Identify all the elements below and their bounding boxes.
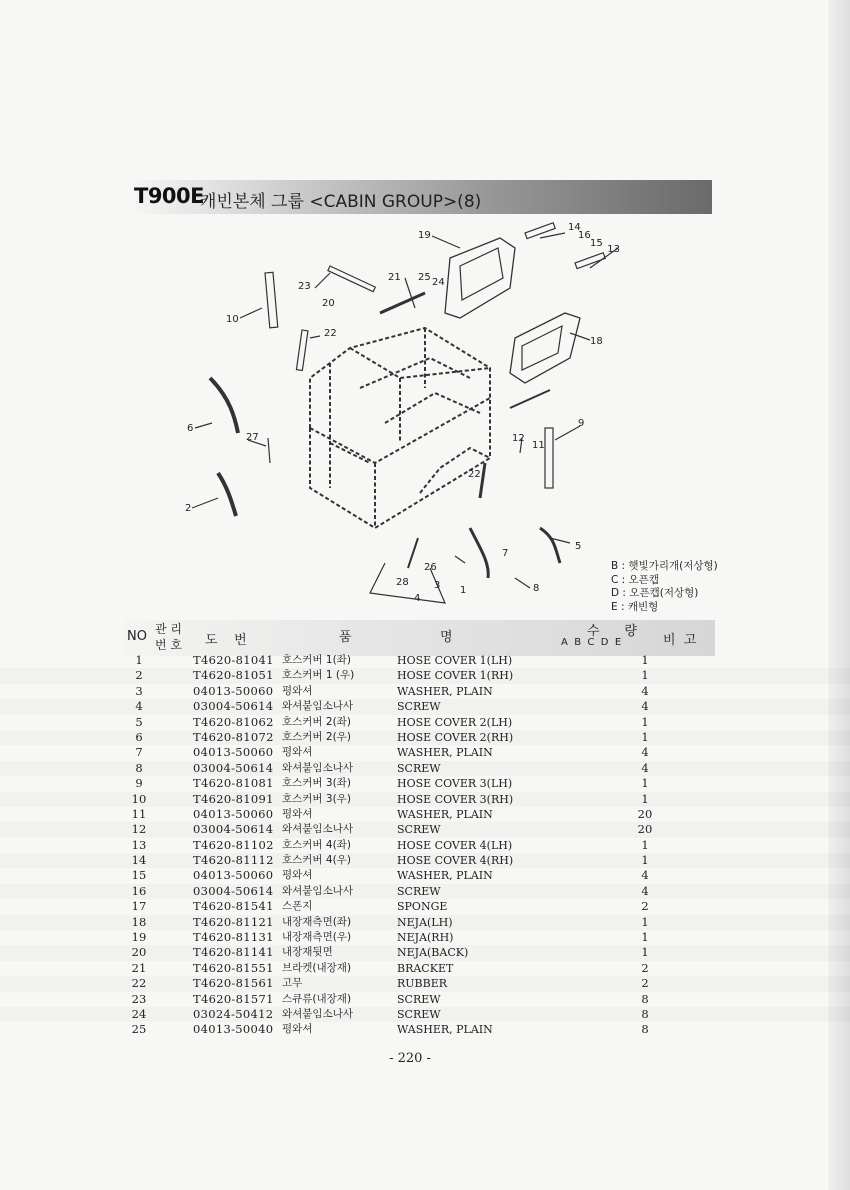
row-part-number: T4620-81102 — [193, 837, 274, 852]
row-name-kr: 내장재뒷면 — [282, 946, 333, 959]
row-name-kr: 브라켓(내장재) — [282, 961, 352, 974]
row-qty: 1 — [641, 791, 649, 806]
row-qty: 4 — [641, 699, 649, 714]
row-name-kr: 내장재측면(우) — [282, 931, 352, 944]
row-no: 13 — [131, 837, 147, 852]
table-row — [0, 1022, 850, 1037]
row-name-en: HOSE COVER 1(RH) — [397, 669, 514, 683]
row-no: 3 — [135, 683, 143, 698]
header-remarks: 비 고 — [663, 633, 697, 648]
legend-b: B : 햇빛가리개(저상형) — [611, 560, 718, 572]
table-row — [0, 992, 850, 1007]
row-qty: 1 — [641, 653, 649, 667]
row-part-number: 04013-50060 — [193, 868, 274, 883]
row-name-en: NEJA(LH) — [397, 915, 453, 929]
row-name-en: SCREW — [397, 823, 441, 837]
row-name-en: HOSE COVER 3(LH) — [397, 777, 513, 791]
table-row — [0, 730, 850, 745]
row-no: 24 — [131, 1006, 147, 1021]
row-no: 18 — [131, 914, 147, 929]
table-row — [0, 699, 850, 714]
row-qty: 1 — [641, 930, 649, 945]
callout-label: 21 — [388, 272, 401, 283]
row-part-number: T4620-81081 — [193, 776, 274, 791]
row-qty: 4 — [641, 883, 649, 898]
row-qty: 8 — [641, 1022, 649, 1037]
callout-label: 8 — [533, 583, 540, 594]
legend-d: D : 오픈캡(저상형) — [611, 587, 699, 599]
header-qty: 수 량 — [587, 624, 637, 639]
row-part-number: 04013-50060 — [193, 745, 274, 760]
table-row — [0, 668, 850, 683]
callout-label: 13 — [607, 244, 620, 255]
row-name-kr: 스폰지 — [282, 900, 313, 913]
parts-table-body — [0, 653, 850, 1038]
row-no: 9 — [135, 776, 143, 791]
table-row — [0, 961, 850, 976]
row-qty: 8 — [641, 1006, 649, 1021]
callout-label: 19 — [418, 230, 431, 241]
row-name-kr: 호스커버 3(좌) — [282, 777, 351, 790]
row-name-kr: 와셔붙임소나사 — [282, 823, 354, 836]
row-qty: 1 — [641, 853, 649, 868]
row-no: 2 — [135, 668, 143, 683]
table-row — [0, 715, 850, 730]
row-part-number: 04013-50040 — [193, 1022, 274, 1037]
row-name-en: NEJA(BACK) — [397, 946, 469, 960]
header-qty-cols: A B C D E — [561, 637, 622, 648]
table-row — [0, 684, 850, 699]
table-row — [0, 822, 850, 837]
callout-label: 25 — [418, 272, 431, 283]
table-row — [0, 899, 850, 914]
table-row — [0, 1007, 850, 1022]
callout-label: 7 — [502, 548, 509, 559]
row-part-number: T4620-81141 — [193, 945, 274, 960]
table-row — [0, 745, 850, 760]
legend-c: C : 오픈캡 — [611, 573, 659, 586]
row-name-kr: 호스커버 1(좌) — [282, 654, 351, 666]
callout-label: 23 — [298, 281, 311, 292]
row-part-number: T4620-81112 — [193, 853, 274, 868]
callout-label: 14 — [568, 222, 581, 233]
callout-label: 27 — [246, 432, 259, 443]
row-name-en: SPONGE — [397, 900, 448, 914]
row-qty: 2 — [641, 976, 649, 991]
row-name-en: HOSE COVER 1(LH) — [397, 654, 513, 667]
table-row — [0, 868, 850, 883]
callout-label: 18 — [590, 336, 603, 347]
table-row — [0, 807, 850, 822]
table-row — [0, 792, 850, 807]
row-part-number: 03024-50412 — [193, 1006, 274, 1021]
row-no: 7 — [135, 745, 143, 760]
row-name-kr: 고무 — [282, 977, 303, 990]
row-name-en: WASHER, PLAIN — [397, 746, 493, 760]
row-no: 6 — [135, 729, 143, 744]
row-name-kr: 와셔붙임소나사 — [282, 884, 354, 897]
row-name-kr: 와셔붙임소나사 — [282, 761, 354, 774]
table-row — [0, 945, 850, 960]
row-qty: 1 — [641, 945, 649, 960]
table-row — [0, 776, 850, 791]
row-qty: 20 — [637, 822, 653, 837]
row-name-en: WASHER, PLAIN — [397, 684, 493, 698]
row-name-en: HOSE COVER 2(LH) — [397, 715, 513, 729]
row-no: 20 — [131, 945, 147, 960]
row-part-number: T4620-81041 — [193, 653, 274, 667]
row-qty: 1 — [641, 914, 649, 929]
row-name-en: HOSE COVER 3(RH) — [397, 792, 514, 806]
callout-label: 22 — [324, 328, 337, 339]
row-no: 21 — [131, 960, 147, 975]
table-row — [0, 930, 850, 945]
row-qty: 1 — [641, 714, 649, 729]
row-name-kr: 평와셔 — [282, 869, 313, 882]
row-name-kr: 호스커버 4(좌) — [282, 838, 351, 851]
callout-label: 24 — [432, 277, 445, 288]
row-name-en: SCREW — [397, 1007, 441, 1021]
row-name-en: WASHER, PLAIN — [397, 807, 493, 821]
callout-label: 5 — [575, 541, 582, 552]
row-qty: 1 — [641, 776, 649, 791]
legend — [611, 560, 718, 614]
legend-e: E : 캐빈형 — [611, 600, 659, 613]
header-name-kr: 품 — [339, 630, 352, 645]
callout-label: 10 — [226, 314, 239, 325]
row-qty: 2 — [641, 960, 649, 975]
row-qty: 1 — [641, 729, 649, 744]
row-name-kr: 와셔붙임소나사 — [282, 700, 354, 713]
row-name-en: SCREW — [397, 700, 441, 714]
row-no: 1 — [135, 653, 143, 667]
callout-label: 15 — [590, 238, 603, 249]
table-row — [0, 976, 850, 991]
row-part-number: 03004-50614 — [193, 699, 274, 714]
row-name-kr: 평와셔 — [282, 807, 313, 820]
row-no: 16 — [131, 883, 147, 898]
row-no: 23 — [131, 991, 147, 1006]
table-row — [0, 915, 850, 930]
callout-label: 16 — [578, 230, 591, 241]
row-name-kr: 호스커버 3(우) — [282, 792, 351, 805]
row-part-number: T4620-81051 — [193, 668, 274, 683]
callout-label: 3 — [434, 580, 441, 591]
table-row — [0, 838, 850, 853]
table-row — [0, 884, 850, 899]
header-mgmt-bottom: 번 호 — [155, 638, 182, 652]
row-name-kr: 내장재측면(좌) — [282, 915, 352, 928]
row-name-en: HOSE COVER 4(RH) — [397, 854, 514, 868]
cabin-exploded-diagram — [170, 218, 620, 618]
callout-label: 2 — [185, 503, 192, 514]
callout-label: 1 — [460, 585, 467, 596]
table-row — [0, 761, 850, 776]
row-no: 11 — [131, 806, 147, 821]
table-header — [125, 620, 715, 656]
row-name-kr: 호스커버 1 (우) — [282, 669, 355, 682]
row-qty: 1 — [641, 668, 649, 683]
row-qty: 4 — [641, 868, 649, 883]
row-name-en: SCREW — [397, 884, 441, 898]
row-name-kr: 호스커버 2(좌) — [282, 715, 351, 728]
row-name-kr: 호스커버 2(우) — [282, 730, 351, 743]
row-part-number: T4620-81062 — [193, 714, 274, 729]
row-name-kr: 와셔붙임소나사 — [282, 1007, 354, 1020]
header-drawing: 도 번 — [205, 633, 247, 648]
row-name-en: RUBBER — [397, 977, 448, 991]
row-name-en: HOSE COVER 2(RH) — [397, 730, 514, 744]
row-no: 19 — [131, 930, 147, 945]
row-name-en: BRACKET — [397, 961, 454, 975]
row-name-en: HOSE COVER 4(LH) — [397, 838, 513, 852]
row-part-number: 04013-50060 — [193, 806, 274, 821]
row-name-en: SCREW — [397, 992, 441, 1006]
row-part-number: T4620-81121 — [193, 914, 274, 929]
row-no: 10 — [131, 791, 147, 806]
table-row — [0, 653, 850, 668]
row-no: 15 — [131, 868, 147, 883]
callout-label: 4 — [414, 593, 421, 604]
row-name-kr: 스큐류(내장재) — [282, 992, 352, 1005]
header-mgmt-top: 관 리 — [155, 622, 182, 636]
row-qty: 2 — [641, 899, 649, 914]
callout-label: 12 — [512, 433, 525, 444]
row-name-en: WASHER, PLAIN — [397, 869, 493, 883]
group-title: 캐빈본체 그룹 <CABIN GROUP>(8) — [200, 192, 482, 212]
row-part-number: 04013-50060 — [193, 683, 274, 698]
row-part-number: T4620-81091 — [193, 791, 274, 806]
header-name-en: 명 — [440, 630, 453, 645]
row-no: 5 — [135, 714, 143, 729]
callout-label: 6 — [187, 423, 194, 434]
table-row — [0, 853, 850, 868]
row-part-number: 03004-50614 — [193, 883, 274, 898]
row-name-kr: 평와셔 — [282, 1023, 313, 1036]
header-no: NO — [127, 629, 147, 644]
row-part-number: 03004-50614 — [193, 760, 274, 775]
callout-label: 26 — [424, 562, 437, 573]
model-title: T900E — [134, 184, 205, 208]
row-qty: 1 — [641, 837, 649, 852]
row-part-number: T4620-81072 — [193, 729, 274, 744]
row-qty: 20 — [637, 806, 653, 821]
row-part-number: T4620-81561 — [193, 976, 274, 991]
row-no: 14 — [131, 853, 147, 868]
row-qty: 8 — [641, 991, 649, 1006]
row-no: 22 — [131, 976, 147, 991]
row-qty: 4 — [641, 683, 649, 698]
row-name-en: SCREW — [397, 761, 441, 775]
row-qty: 4 — [641, 745, 649, 760]
row-no: 4 — [135, 699, 143, 714]
row-no: 12 — [131, 822, 147, 837]
row-no: 17 — [131, 899, 147, 914]
callout-label: 11 — [532, 440, 545, 451]
row-part-number: T4620-81541 — [193, 899, 274, 914]
row-name-en: NEJA(RH) — [397, 931, 454, 945]
callout-label: 28 — [396, 577, 409, 588]
row-name-kr: 호스커버 4(우) — [282, 854, 351, 867]
row-name-en: WASHER, PLAIN — [397, 1023, 493, 1037]
row-qty: 4 — [641, 760, 649, 775]
row-no: 8 — [135, 760, 143, 775]
row-part-number: T4620-81571 — [193, 991, 274, 1006]
row-part-number: T4620-81131 — [193, 930, 274, 945]
callout-label: 9 — [578, 418, 585, 429]
row-part-number: T4620-81551 — [193, 960, 274, 975]
callout-label: 22 — [468, 469, 481, 480]
row-name-kr: 평와셔 — [282, 684, 313, 697]
callout-label: 20 — [322, 298, 335, 309]
row-part-number: 03004-50614 — [193, 822, 274, 837]
page-number: - 220 - — [389, 1051, 431, 1066]
row-name-kr: 평와셔 — [282, 746, 313, 759]
row-no: 25 — [131, 1022, 147, 1037]
